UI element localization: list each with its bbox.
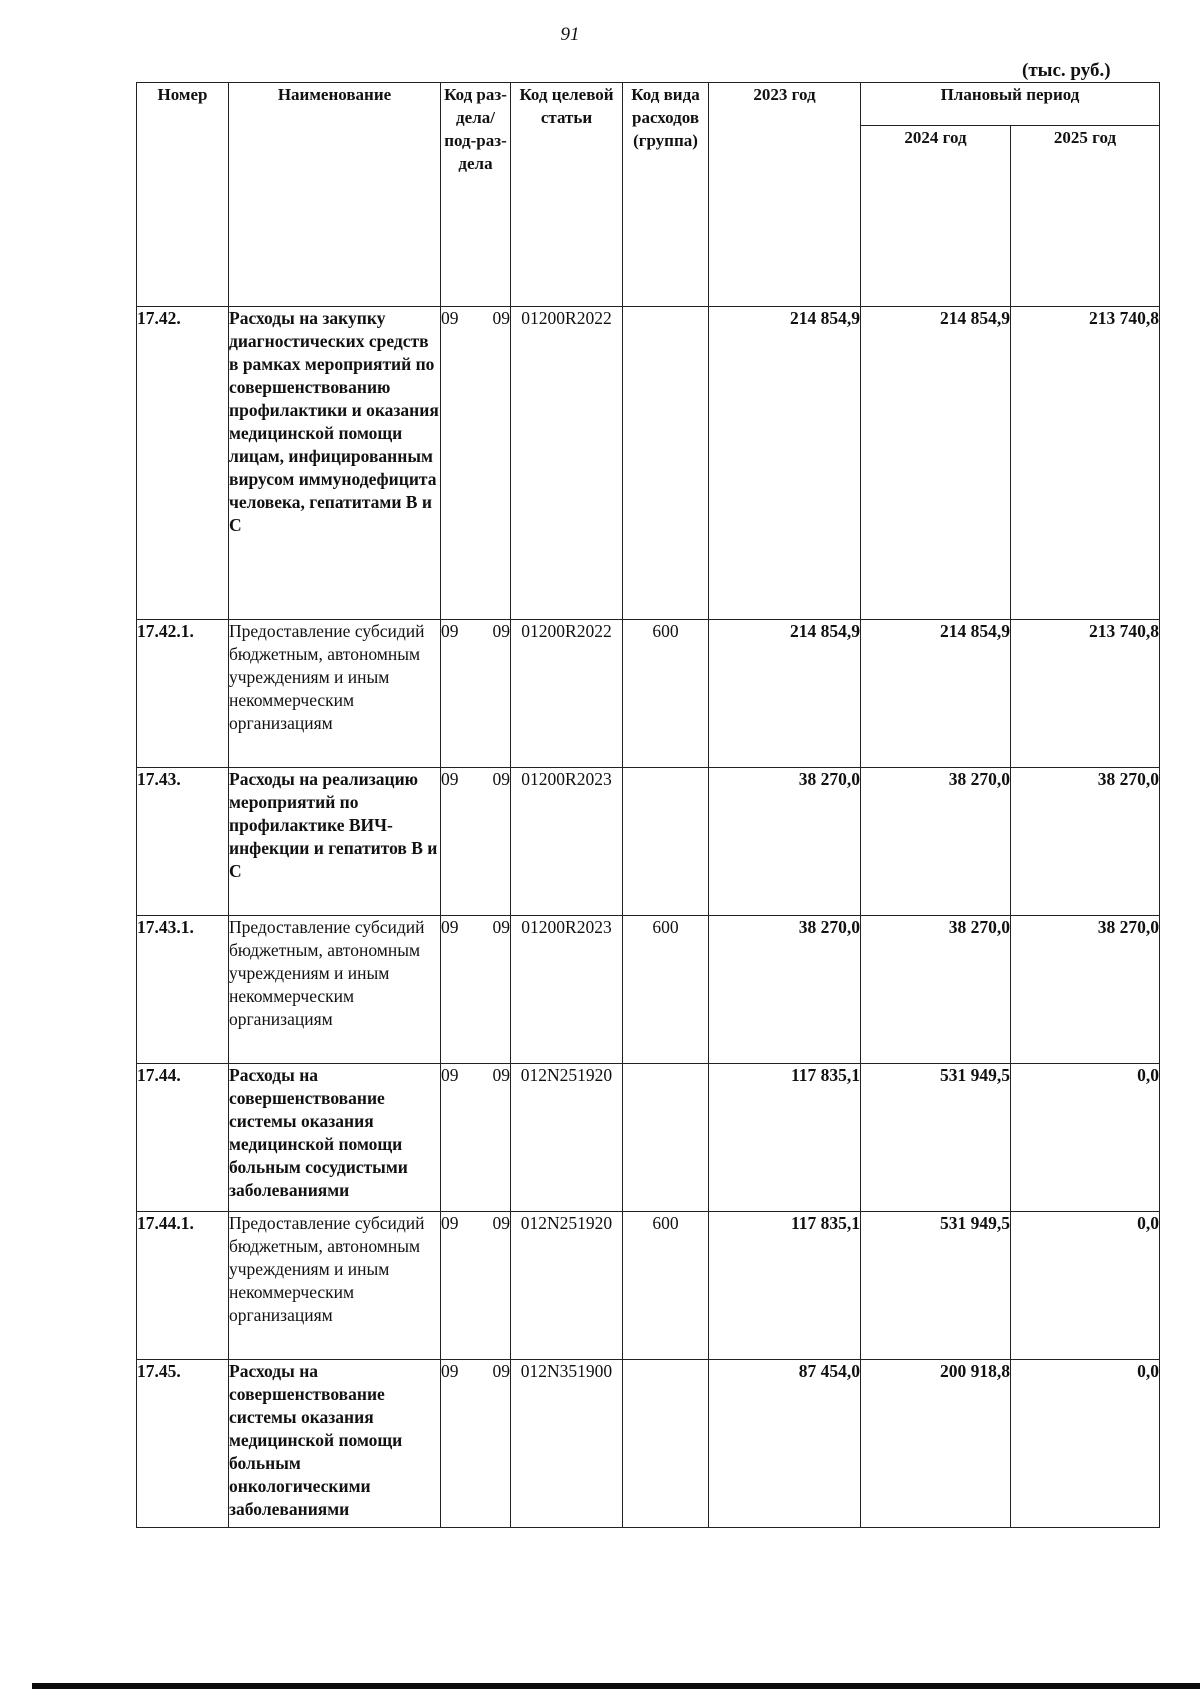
row-amount-2025: 213 740,8 <box>1011 307 1160 620</box>
row-number: 17.44.1. <box>137 1212 229 1360</box>
row-expense-group: 600 <box>623 916 709 1064</box>
row-expense-group: 600 <box>623 1212 709 1360</box>
row-number: 17.44. <box>137 1064 229 1212</box>
subsection-code: 09 <box>492 621 510 641</box>
row-amount-2025: 213 740,8 <box>1011 620 1160 768</box>
row-expense-group <box>623 1360 709 1528</box>
row-amount-2024: 200 918,8 <box>861 1360 1011 1528</box>
row-name: Предоставление субсидий бюджетным, автономным учреждениям и иным некоммерческим организациям <box>229 916 441 1064</box>
row-number: 17.45. <box>137 1360 229 1528</box>
subsection-code: 09 <box>492 917 510 937</box>
row-expense-group <box>623 307 709 620</box>
table-row <box>137 768 1160 916</box>
header-year-2024: 2024 год <box>861 126 1011 307</box>
header-year-2025: 2025 год <box>1011 126 1160 307</box>
row-amount-2023: 214 854,9 <box>709 620 861 768</box>
row-name: Предоставление субсидий бюджетным, автономным учреждениям и иным некоммерческим организациям <box>229 1212 441 1360</box>
row-amount-2024: 531 949,5 <box>861 1212 1011 1360</box>
row-amount-2024: 38 270,0 <box>861 768 1011 916</box>
section-code: 09 <box>441 1361 459 1381</box>
row-section <box>441 307 511 620</box>
row-name: Предоставление субсидий бюджетным, автономным учреждениям и иным некоммерческим организациям <box>229 620 441 768</box>
row-target-code: 012N251920 <box>511 1212 623 1360</box>
row-section <box>441 1360 511 1528</box>
row-section <box>441 1212 511 1360</box>
row-amount-2025: 0,0 <box>1011 1360 1160 1528</box>
table-row <box>137 1212 1160 1360</box>
subsection-code: 09 <box>492 308 510 328</box>
row-amount-2024: 214 854,9 <box>861 620 1011 768</box>
table-row <box>137 307 1160 620</box>
row-name: Расходы на совершенствование системы оказания медицинской помощи больным онкологическими заболеваниями <box>229 1360 441 1528</box>
row-number: 17.42. <box>137 307 229 620</box>
bottom-rule <box>32 1683 1200 1689</box>
section-code: 09 <box>441 1213 459 1233</box>
table-row <box>137 620 1160 768</box>
header-number: Номер <box>137 83 229 307</box>
section-code: 09 <box>441 917 459 937</box>
row-number: 17.43. <box>137 768 229 916</box>
table-row <box>137 916 1160 1064</box>
row-section <box>441 1064 511 1212</box>
subsection-code: 09 <box>492 1065 510 1085</box>
row-expense-group: 600 <box>623 620 709 768</box>
section-code: 09 <box>441 308 459 328</box>
row-amount-2025: 0,0 <box>1011 1064 1160 1212</box>
row-section <box>441 916 511 1064</box>
row-expense-group <box>623 1064 709 1212</box>
header-section-code: Код раз-дела/ под-раз-дела <box>441 83 511 307</box>
row-target-code: 01200R2022 <box>511 307 623 620</box>
row-number: 17.42.1. <box>137 620 229 768</box>
header-expense-code: Код вида расходов (группа) <box>623 83 709 307</box>
row-target-code: 012N351900 <box>511 1360 623 1528</box>
row-target-code: 01200R2023 <box>511 916 623 1064</box>
units-label: (тыс. руб.) <box>1022 60 1111 81</box>
row-target-code: 01200R2023 <box>511 768 623 916</box>
table-row <box>137 1360 1160 1528</box>
table-row <box>137 1064 1160 1212</box>
section-code: 09 <box>441 769 459 789</box>
header-year-2023: 2023 год <box>709 83 861 307</box>
header-plan-period: Плановый период <box>861 83 1160 126</box>
row-amount-2024: 531 949,5 <box>861 1064 1011 1212</box>
row-amount-2023: 87 454,0 <box>709 1360 861 1528</box>
section-code: 09 <box>441 1065 459 1085</box>
row-amount-2025: 38 270,0 <box>1011 768 1160 916</box>
row-section <box>441 768 511 916</box>
row-amount-2023: 117 835,1 <box>709 1212 861 1360</box>
subsection-code: 09 <box>492 769 510 789</box>
row-name: Расходы на совершенствование системы оказания медицинской помощи больным сосудистыми заболеваниями <box>229 1064 441 1212</box>
row-target-code: 01200R2022 <box>511 620 623 768</box>
row-amount-2023: 117 835,1 <box>709 1064 861 1212</box>
subsection-code: 09 <box>492 1361 510 1381</box>
row-amount-2023: 214 854,9 <box>709 307 861 620</box>
page-number: 91 <box>560 24 580 45</box>
table-body <box>137 307 1160 1528</box>
subsection-code: 09 <box>492 1213 510 1233</box>
row-amount-2024: 38 270,0 <box>861 916 1011 1064</box>
row-amount-2024: 214 854,9 <box>861 307 1011 620</box>
row-amount-2025: 38 270,0 <box>1011 916 1160 1064</box>
row-expense-group <box>623 768 709 916</box>
row-number: 17.43.1. <box>137 916 229 1064</box>
row-section <box>441 620 511 768</box>
row-amount-2023: 38 270,0 <box>709 916 861 1064</box>
row-target-code: 012N251920 <box>511 1064 623 1212</box>
row-amount-2025: 0,0 <box>1011 1212 1160 1360</box>
header-target-code: Код целевой статьи <box>511 83 623 307</box>
row-name: Расходы на закупку диагностических средств в рамках мероприятий по совершенствованию профилактики и оказания медицинской помощи лицам, инфицированным вирусом иммунодефицита человека, гепатитами В и С <box>229 307 441 620</box>
row-name: Расходы на реализацию мероприятий по профилактике ВИЧ-инфекции и гепатитов В и С <box>229 768 441 916</box>
row-amount-2023: 38 270,0 <box>709 768 861 916</box>
budget-table <box>136 82 1160 1528</box>
header-name: Наименование <box>229 83 441 307</box>
section-code: 09 <box>441 621 459 641</box>
